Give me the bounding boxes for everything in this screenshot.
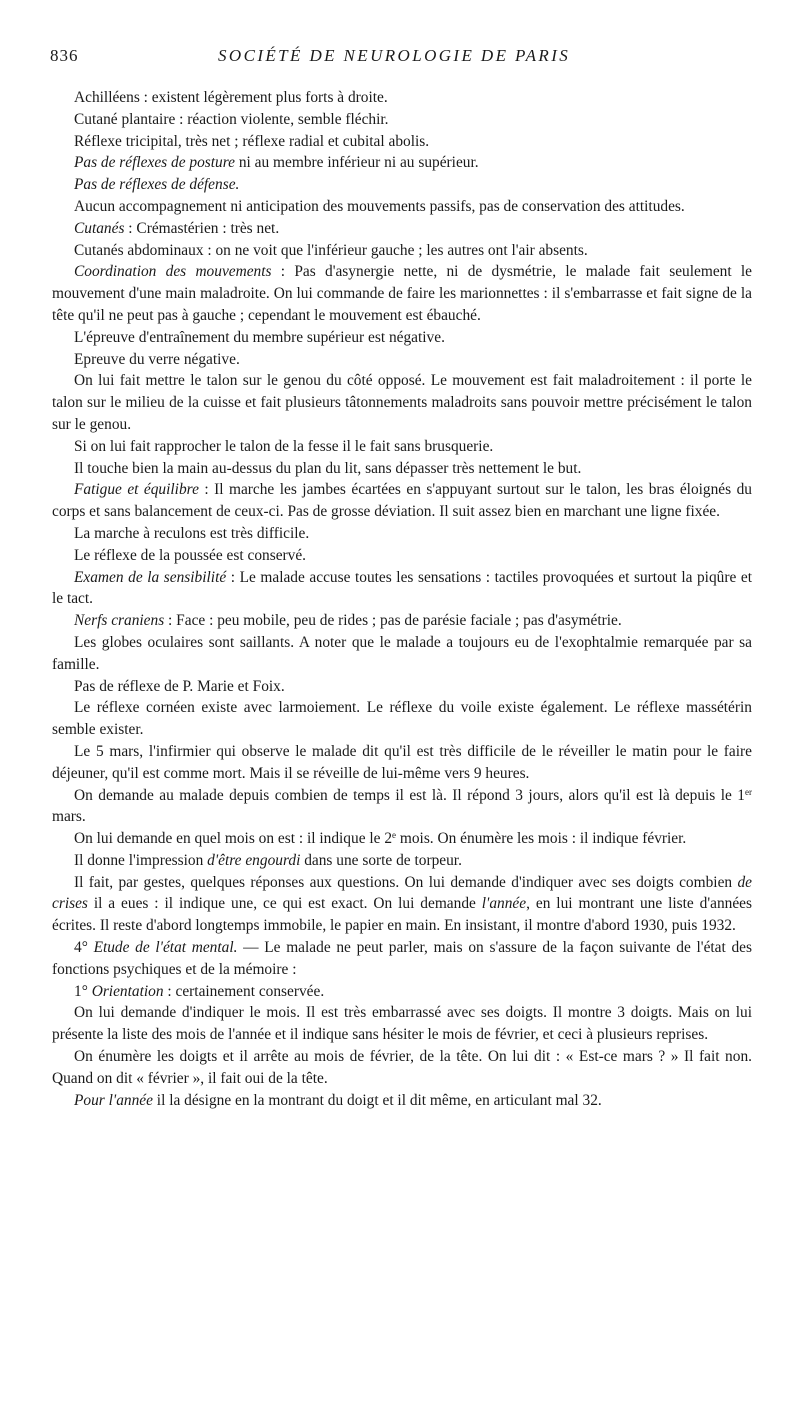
paragraph: [52, 545, 752, 567]
paragraph: [52, 240, 752, 262]
paragraph-text-after: il a eues : il indique une, ce qui est exact. On lui demande: [87, 895, 482, 913]
paragraph-text: 4°: [74, 939, 94, 957]
paragraph-text: : Le malade accuse toutes les sensations : tactiles provoquées et surtout la piqûre et le tact.: [52, 568, 752, 608]
paragraph-text-after: , en lui montrant une liste d'années écrites. Il reste d'abord longtemps immobile, le papier en main. En insistant, il montre d'abord 1930, puis 1932.: [52, 895, 752, 935]
paragraph-text: Le réflexe de la poussée est conservé.: [74, 546, 307, 564]
paragraph-text: Aucun accompagnement ni anticipation des mouvements passifs, pas de conservation des attitudes.: [74, 197, 685, 215]
paragraph-text: 1°: [74, 982, 92, 1000]
paragraph-text: Les globes oculaires sont saillants. A noter que le malade a toujours eu de l'exophtalmie remarquée par sa famille.: [52, 633, 752, 673]
paragraph-text: : Pas d'asynergie nette, ni de dysmétrie, le malade fait seulement le mouvement d'une main maladroite. On lui commande de faire les marionnettes : il s'embarrasse et fait signe de la tête qu'il ne peut pas à gauche ; cependant le mouvement est ébauché.: [52, 263, 752, 324]
paragraph: [52, 567, 752, 611]
paragraph-text-after: dans une sorte de torpeur.: [300, 851, 462, 869]
paragraph-text: Si on lui fait rapprocher le talon de la fesse il le fait sans brusquerie.: [74, 437, 494, 455]
paragraph: [52, 872, 752, 937]
ordinal-number: 1: [737, 786, 745, 804]
paragraph-text: On demande au malade depuis combien de temps il est là. Il répond 3 jours, alors qu'il est là depuis le: [74, 786, 738, 804]
ordinal-suffix: e: [392, 830, 397, 841]
paragraph: [52, 785, 752, 829]
paragraph-lead: Cutanés: [74, 219, 125, 237]
paragraph-text: : Il marche les jambes écartées en s'appuyant surtout sur le talon, les bras éloignés du corps et sans balancement de ceux-ci. Pas de grosse déviation. Il suit assez bien en marchant une ligne fixée.: [52, 481, 752, 521]
emphasis: d'être engourdi: [207, 851, 301, 869]
paragraph-lead: Pas de réflexes de posture: [74, 154, 235, 172]
paragraph: [52, 370, 752, 435]
running-header: [50, 46, 750, 72]
paragraph: [52, 741, 752, 785]
paragraph-lead: Pour l'année: [74, 1091, 153, 1109]
paragraph-text: Il donne l'impression: [74, 851, 208, 869]
paragraph: [52, 196, 752, 218]
paragraph-text: On lui demande d'indiquer le mois. Il est très embarrassé avec ses doigts. Il montre 3 doigts. Mais on lui présente la liste des mois de l'année et il indique sans hésiter le mois de février, et ceci à plusieurs reprises.: [52, 1004, 752, 1044]
paragraph-text-after: mars.: [52, 808, 86, 826]
paragraph: [52, 87, 752, 109]
paragraph-text: ni au membre inférieur ni au supérieur.: [235, 154, 479, 172]
emphasis: Etude de l'état mental.: [93, 939, 238, 957]
paragraph: [52, 610, 752, 632]
paragraph-text: Il fait, par gestes, quelques réponses aux questions. On lui demande d'indiquer avec ses doigts combien: [74, 873, 738, 891]
paragraph-text: Pas de réflexe de P. Marie et Foix.: [74, 677, 285, 695]
emphasis: de crises: [52, 873, 752, 913]
ordinal-suffix: er: [745, 786, 752, 797]
paragraph: [52, 676, 752, 698]
paragraph: [52, 261, 752, 326]
paragraph-text: Le 5 mars, l'infirmier qui observe le malade dit qu'il est très difficile de le réveiller le matin pour le faire déjeuner, qu'il est comme mort. Mais il se réveille de lui-même vers 9 heures.: [52, 742, 752, 782]
paragraph: [52, 152, 752, 174]
paragraph-text: Cutané plantaire : réaction violente, semble fléchir.: [74, 110, 389, 128]
paragraph-text: On lui demande en quel mois on est : il indique le: [74, 830, 385, 848]
paragraph-text: Il touche bien la main au-dessus du plan du lit, sans dépasser très nettement le but.: [74, 459, 582, 477]
paragraph-text-after: mois. On énumère les mois : il indique février.: [396, 830, 687, 848]
paragraph: [52, 458, 752, 480]
paragraph-text: Achilléens : existent légèrement plus forts à droite.: [74, 89, 388, 106]
paragraph-text: : Face : peu mobile, peu de rides ; pas de parésie faciale ; pas d'asymétrie.: [164, 612, 622, 630]
paragraph: [52, 632, 752, 676]
paragraph: [52, 1090, 752, 1112]
paragraph: [52, 174, 752, 196]
paragraph: [52, 828, 752, 850]
paragraph: [52, 327, 752, 349]
paragraph-text: Epreuve du verre négative.: [74, 350, 240, 368]
paragraph-lead: Fatigue et équilibre: [74, 481, 199, 499]
paragraph-lead: Coordination des mouvements: [74, 263, 272, 281]
page-number: 836: [50, 46, 79, 65]
paragraph-lead: Nerfs craniens: [74, 612, 165, 630]
paragraph-text: L'épreuve d'entraînement du membre supérieur est négative.: [74, 328, 445, 346]
ordinal-number: 2: [384, 830, 393, 848]
paragraph-text-after: : certainement conservée.: [163, 982, 325, 1000]
paragraph-lead: Examen de la sensibilité: [74, 568, 227, 586]
paragraph: [52, 436, 752, 458]
paragraph: [52, 1046, 752, 1090]
paragraph: [52, 1002, 752, 1046]
paragraph-text: On énumère les doigts et il arrête au mois de février, de la tête. On lui dit : « Est-ce mars ? » Il fait non. Quand on dit « février », il fait oui de la tête.: [52, 1048, 752, 1087]
body-text: [52, 87, 752, 1111]
paragraph: [52, 131, 752, 153]
paragraph: [52, 697, 752, 741]
paragraph: [52, 218, 752, 240]
paragraph-text: On lui fait mettre le talon sur le genou du côté opposé. Le mouvement est fait maladroitement : il porte le talon sur le milieu de la cuisse et fait plusieurs tâtonnements maladroits sans pouvoir mettre précisément le talon sur le genou.: [52, 372, 752, 433]
paragraph-text: il la désigne en la montrant du doigt et il dit même, en articulant mal 32.: [152, 1091, 602, 1109]
paragraph: [52, 850, 752, 872]
emphasis: l'année: [481, 895, 527, 913]
paragraph-text: : Crémastérien : très net.: [124, 219, 280, 237]
emphasis: Orientation: [91, 982, 164, 1000]
running-title: SOCIÉTÉ DE NEUROLOGIE DE PARIS: [218, 46, 571, 65]
paragraph: [52, 349, 752, 371]
paragraph: [52, 981, 752, 1003]
paragraph-text: Cutanés abdominaux : on ne voit que l'inférieur gauche ; les autres ont l'air absents.: [74, 241, 588, 259]
paragraph: [52, 937, 752, 981]
paragraph-text: Le réflexe cornéen existe avec larmoiement. Le réflexe du voile existe également. Le réflexe massétérin semble exister.: [52, 699, 752, 739]
paragraph: [52, 479, 752, 523]
paragraph-text: Réflexe tricipital, très net ; réflexe radial et cubital abolis.: [74, 132, 430, 150]
paragraph: [52, 109, 752, 131]
paragraph-lead: Pas de réflexes de défense.: [74, 176, 240, 194]
paragraph-text: La marche à reculons est très difficile.: [74, 524, 310, 542]
paragraph-text-after: — Le malade ne peut parler, mais on s'assure de la façon suivante de l'état des fonctions psychiques et de la mémoire :: [52, 939, 752, 978]
paragraph: [52, 523, 752, 545]
